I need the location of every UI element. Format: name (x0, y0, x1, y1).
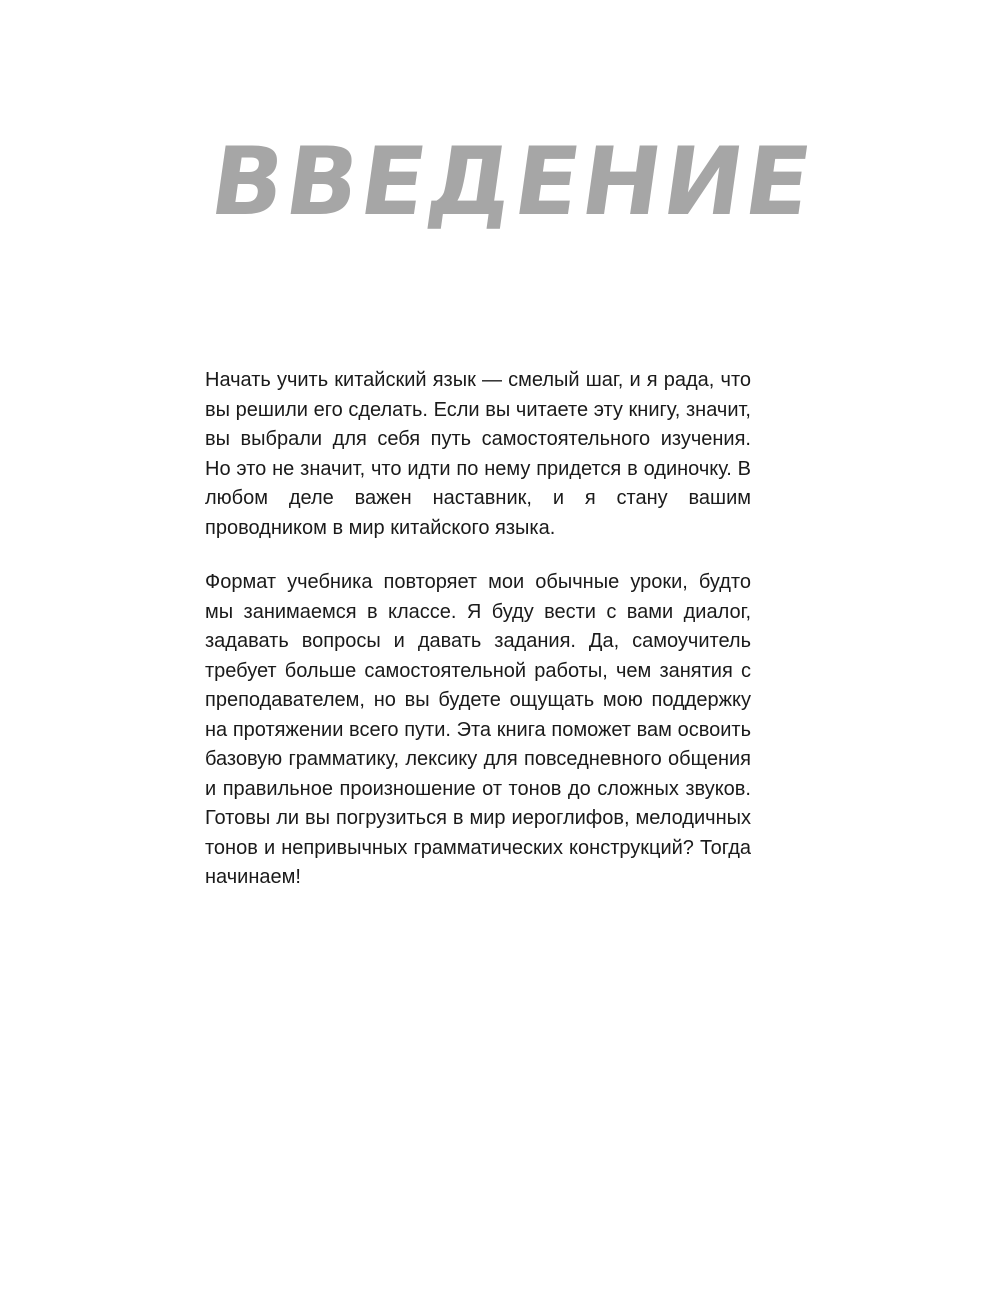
paragraph-2: Формат учебника повторяет мои обычные уроки, будто мы занимаемся в классе. Я буду вести с вами диалог, задавать вопросы и давать задания. Да, самоучитель требует больше самостоятельной работы, чем занятия с преподавателем, но вы будете ощущать мою поддержку на протяжении всего пути. Эта книга поможет вам освоить базовую грамматику, лексику для повседневного общения и правильное произношение от тонов до сложных звуков. Готовы ли вы погрузиться в мир иероглифов, мелодичных тонов и непривычных грамматических конструкций? Тогда начинаем! (205, 571, 751, 888)
paragraph-1: Начать учить китайский язык — смелый шаг, и я рада, что вы решили его сделать. Если вы читаете эту книгу, значит, вы выбрали для себя путь самостоятельного изучения. Но это не значит, что идти по нему придется в одиночку. В любом деле важен наставник, и я стану вашим проводником в мир китайского языка. (205, 369, 751, 539)
body-text (205, 366, 751, 918)
chapter-title: ВВЕДЕНИЕ (204, 128, 821, 237)
